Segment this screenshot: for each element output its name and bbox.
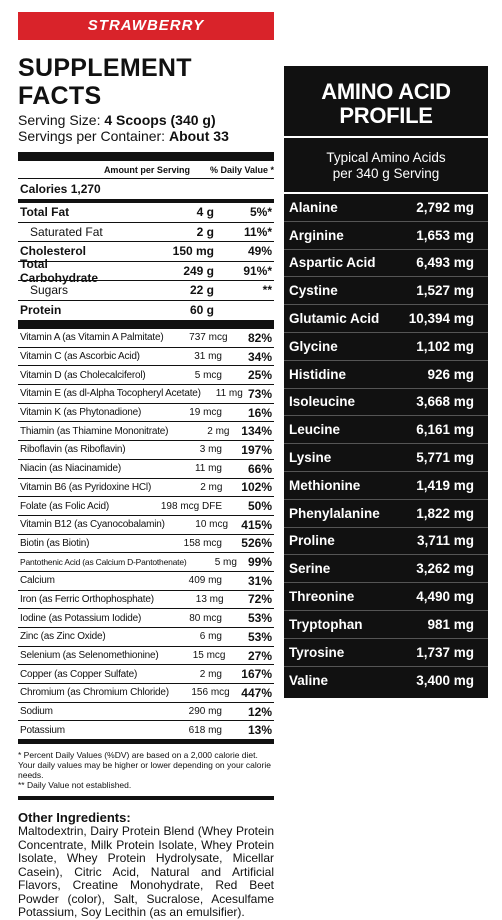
amino-name: Tyrosine — [289, 644, 345, 660]
amino-value: 10,394 mg — [408, 311, 474, 327]
vitamin-dv: 16% — [247, 405, 272, 420]
vitamin-name: Riboflavin (as Riboflavin) — [20, 444, 126, 456]
vitamin-name: Folate (as Folic Acid) — [20, 500, 109, 512]
amino-table — [284, 194, 488, 694]
serving-size-value: 4 Scoops (340 g) — [104, 112, 216, 128]
footnote-not-established: ** Daily Value not established. — [18, 780, 132, 791]
vitamin-name: Vitamin D (as Cholecalciferol) — [20, 369, 146, 381]
amino-name: Phenylalanine — [289, 505, 380, 521]
amino-name: Lysine — [289, 450, 332, 466]
amino-value: 3,668 mg — [416, 394, 474, 410]
amino-value: 5,771 mg — [416, 450, 474, 466]
vitamin-name: Iron (as Ferric Orthophosphate) — [20, 593, 154, 605]
nutrient-name: Cholesterol — [20, 244, 87, 259]
vitamin-row — [18, 497, 274, 516]
amino-value: 6,493 mg — [416, 255, 474, 271]
vitamin-dv: 25% — [247, 368, 272, 383]
amino-value: 1,653 mg — [416, 227, 474, 243]
vitamin-amount: 409 mg — [188, 575, 222, 587]
vitamin-amount: 80 mcg — [189, 612, 222, 624]
other-ingredients-title: Other Ingredients: — [18, 810, 131, 826]
vitamin-name: Vitamin E (as dl-Alpha Tocopheryl Acetate) — [20, 388, 201, 400]
vitamin-amount: 13 mg — [195, 593, 224, 605]
vitamin-dv: 53% — [247, 629, 272, 644]
vitamin-row — [18, 591, 274, 610]
servings-label: Servings per Container: — [18, 128, 169, 144]
vitamin-dv: 53% — [247, 611, 272, 626]
vitamin-name: Calcium — [20, 575, 55, 587]
vitamin-amount: 2 mg — [207, 425, 230, 437]
vitamin-name: Vitamin A (as Vitamin A Palmitate) — [20, 332, 164, 344]
vitamin-dv: 415% — [241, 517, 272, 532]
vitamin-amount: 2 mg — [200, 481, 223, 493]
amino-row — [284, 583, 488, 611]
vitamin-name: Vitamin K (as Phytonadione) — [20, 407, 142, 419]
nutrient-name: Total Fat — [20, 205, 70, 220]
amino-row — [284, 361, 488, 389]
vitamin-dv: 99% — [247, 555, 272, 570]
amino-name: Isoleucine — [289, 394, 356, 410]
vitamin-name: Selenium (as Selenomethionine) — [20, 650, 159, 662]
amino-row — [284, 500, 488, 528]
amino-name: Glycine — [289, 338, 338, 354]
vitamin-name: Sodium — [20, 706, 53, 718]
flavor-banner: STRAWBERRY — [18, 12, 274, 40]
nutrient-amount: 150 mg — [172, 244, 214, 259]
amino-name: Arginine — [289, 227, 344, 243]
divider-bar — [18, 320, 274, 329]
amino-value: 3,400 mg — [416, 672, 474, 688]
vitamin-dv: 82% — [247, 330, 272, 345]
vitamin-dv: 134% — [241, 424, 272, 439]
nutrient-name: Total Carbohydrate — [20, 256, 99, 285]
nutrient-row — [18, 203, 274, 223]
vitamin-amount: 158 mcg — [183, 537, 222, 549]
vitamin-amount: 290 mg — [188, 706, 222, 718]
amino-value: 3,711 mg — [416, 533, 474, 549]
amino-row — [284, 611, 488, 639]
vitamin-name: Vitamin C (as Ascorbic Acid) — [20, 351, 140, 363]
amino-row — [284, 555, 488, 583]
nutrient-dv: ** — [262, 283, 272, 298]
vitamin-row — [18, 628, 274, 647]
serving-size — [18, 112, 274, 128]
nutrient-dv: 11%* — [243, 224, 272, 239]
amino-row — [284, 250, 488, 278]
vitamin-row — [18, 572, 274, 591]
divider-bar — [18, 152, 274, 161]
other-ingredients-text: Maltodextrin, Dairy Protein Blend (Whey Protein Concentrate, Milk Protein Isolate, Whey Protein Isolate, Whey Protein Hydrolysate, Micellar Casein), Citric Acid, Natural and Artificial Flavors, Creatine Monohydrate, Red Beet Powder (color), Salt, Sucralose, Acesulfame Potassium, Soy Lecithin (as an emulsifier). — [18, 824, 274, 920]
amino-value: 1,102 mg — [416, 338, 474, 354]
vitamin-dv: 66% — [247, 461, 272, 476]
amino-row — [284, 277, 488, 305]
vitamin-name: Vitamin B12 (as Cyanocobalamin) — [20, 519, 165, 531]
vitamin-amount: 198 mcg DFE — [160, 500, 222, 512]
vitamin-amount: 11 mg — [194, 463, 222, 475]
vitamin-row — [18, 665, 274, 684]
vitamin-row — [18, 404, 274, 423]
vitamin-amount: 3 mg — [199, 444, 222, 456]
servings-per-container — [18, 128, 274, 144]
amino-value: 2,792 mg — [416, 199, 474, 215]
vitamin-amount: 11 mg — [215, 388, 243, 400]
vitamin-row — [18, 516, 274, 535]
amino-row — [284, 305, 488, 333]
amino-subtitle-line1: Typical Amino Acids — [326, 150, 446, 165]
supplement-facts-title: SUPPLEMENT FACTS — [18, 54, 192, 110]
vitamin-row — [18, 647, 274, 666]
divider-line — [284, 136, 488, 138]
vitamin-name: Potassium — [20, 724, 65, 736]
vitamin-name: Biotin (as Biotin) — [20, 537, 90, 549]
serving-size-label: Serving Size: — [18, 112, 105, 128]
vitamin-amount: 5 mcg — [194, 369, 222, 381]
table-header — [18, 161, 274, 179]
vitamin-name: Pantothenic Acid (as Calcium D-Pantothenate) — [20, 557, 187, 568]
vitamin-row — [18, 721, 274, 740]
amino-row — [284, 444, 488, 472]
amino-name: Histidine — [289, 366, 347, 382]
amino-value: 981 mg — [427, 616, 474, 632]
amino-name: Serine — [289, 561, 331, 577]
amino-row — [284, 389, 488, 417]
vitamin-name: Chromium (as Chromium Chloride) — [20, 687, 169, 699]
vitamin-dv: 34% — [247, 349, 272, 364]
nutrient-amount: 2 g — [196, 224, 214, 239]
vitamin-row — [18, 348, 274, 367]
vitamin-table — [18, 329, 274, 740]
amino-title-line2: PROFILE — [339, 103, 433, 128]
calories-row: Calories 1,270 — [18, 179, 274, 203]
vitamin-dv: 50% — [247, 499, 272, 514]
vitamin-name: Niacin (as Niacinamide) — [20, 463, 121, 475]
amino-name: Tryptophan — [289, 616, 363, 632]
amino-name: Proline — [289, 533, 335, 549]
vitamin-row — [18, 703, 274, 722]
vitamin-dv: 73% — [247, 386, 272, 401]
vitamin-dv: 526% — [241, 536, 272, 551]
vitamin-row — [18, 422, 274, 441]
vitamin-dv: 31% — [247, 573, 272, 588]
amino-row — [284, 194, 488, 222]
vitamin-amount: 2 mg — [199, 668, 222, 680]
nutrient-row — [18, 256, 274, 285]
nutrient-amount: 4 g — [196, 205, 214, 220]
vitamin-row — [18, 329, 274, 348]
header-amount: Amount per Serving — [103, 165, 190, 175]
vitamin-row — [18, 609, 274, 628]
nutrient-dv: 91%* — [243, 263, 272, 278]
divider-bar — [18, 740, 274, 744]
amino-row — [284, 416, 488, 444]
amino-value: 1,527 mg — [416, 283, 474, 299]
amino-row — [284, 472, 488, 500]
amino-row — [284, 667, 488, 695]
amino-row — [284, 639, 488, 667]
nutrient-row — [18, 281, 274, 301]
vitamin-amount: 19 mcg — [189, 407, 222, 419]
vitamin-amount: 5 mg — [214, 556, 237, 568]
amino-name: Methionine — [289, 477, 361, 493]
vitamin-dv: 102% — [241, 480, 272, 495]
vitamin-amount: 31 mg — [194, 351, 222, 363]
vitamin-amount: 15 mcg — [192, 650, 226, 662]
amino-value: 926 mg — [427, 366, 474, 382]
vitamin-name: Iodine (as Potassium Iodide) — [20, 612, 142, 624]
nutrient-name: Protein — [20, 303, 62, 318]
nutrient-row — [18, 223, 274, 243]
vitamin-name: Zinc (as Zinc Oxide) — [20, 631, 106, 643]
vitamin-name: Vitamin B6 (as Pyridoxine HCl) — [20, 481, 152, 493]
vitamin-amount: 6 mg — [199, 631, 222, 643]
vitamin-amount: 10 mcg — [195, 519, 229, 531]
vitamin-row — [18, 479, 274, 498]
nutrient-dv: 49% — [247, 244, 272, 259]
amino-name: Glutamic Acid — [289, 311, 380, 327]
amino-value: 1,737 mg — [416, 644, 474, 660]
vitamin-row — [18, 385, 274, 404]
vitamin-row — [18, 535, 274, 554]
amino-name: Aspartic Acid — [289, 255, 376, 271]
amino-name: Leucine — [289, 422, 341, 438]
amino-value: 3,262 mg — [416, 561, 474, 577]
vitamin-dv: 13% — [247, 723, 272, 738]
amino-value: 1,822 mg — [416, 505, 474, 521]
vitamin-row — [18, 553, 274, 572]
vitamin-dv: 72% — [247, 592, 272, 607]
vitamin-dv: 12% — [247, 704, 272, 719]
nutrient-name: Sugars — [30, 283, 69, 298]
nutrient-amount: 60 g — [189, 303, 214, 318]
divider-bar — [18, 796, 274, 800]
amino-name: Valine — [289, 672, 329, 688]
header-dv: % Daily Value * — [209, 165, 274, 175]
vitamin-amount: 737 mcg — [189, 332, 228, 344]
vitamin-amount: 156 mcg — [191, 687, 230, 699]
amino-title — [284, 80, 488, 128]
nutrient-dv: 5%* — [249, 205, 272, 220]
vitamin-dv: 167% — [241, 667, 272, 682]
servings-value: About 33 — [168, 128, 229, 144]
amino-name: Threonine — [289, 589, 355, 605]
amino-title-line1: AMINO ACID — [321, 79, 451, 104]
amino-acid-panel — [284, 66, 488, 698]
amino-row — [284, 528, 488, 556]
nutrient-row — [18, 301, 274, 321]
amino-subtitle-line2: per 340 g Serving — [332, 166, 440, 181]
vitamin-row — [18, 366, 274, 385]
nutrient-amount: 22 g — [189, 283, 214, 298]
vitamin-dv: 447% — [241, 685, 272, 700]
footnote-dv: * Percent Daily Values (%DV) are based on a 2,000 calorie diet. Your daily values may be higher or lower depending on your calorie needs. — [18, 750, 271, 781]
nutrient-name: Saturated Fat — [30, 224, 103, 239]
amino-value: 4,490 mg — [416, 589, 474, 605]
amino-row — [284, 333, 488, 361]
vitamin-row — [18, 441, 274, 460]
amino-row — [284, 222, 488, 250]
vitamin-dv: 27% — [247, 648, 272, 663]
vitamin-row — [18, 460, 274, 479]
vitamin-row — [18, 684, 274, 703]
macro-table — [18, 203, 274, 320]
amino-value: 1,419 mg — [416, 477, 474, 493]
amino-name: Cystine — [289, 283, 338, 299]
supplement-facts-panel — [18, 54, 274, 920]
vitamin-name: Copper (as Copper Sulfate) — [20, 668, 138, 680]
amino-value: 6,161 mg — [416, 422, 474, 438]
amino-name: Alanine — [289, 199, 338, 215]
amino-subtitle — [284, 150, 488, 182]
vitamin-name: Thiamin (as Thiamine Mononitrate) — [20, 425, 169, 437]
nutrient-amount: 249 g — [183, 263, 214, 278]
vitamin-dv: 197% — [241, 442, 272, 457]
vitamin-amount: 618 mg — [188, 724, 222, 736]
